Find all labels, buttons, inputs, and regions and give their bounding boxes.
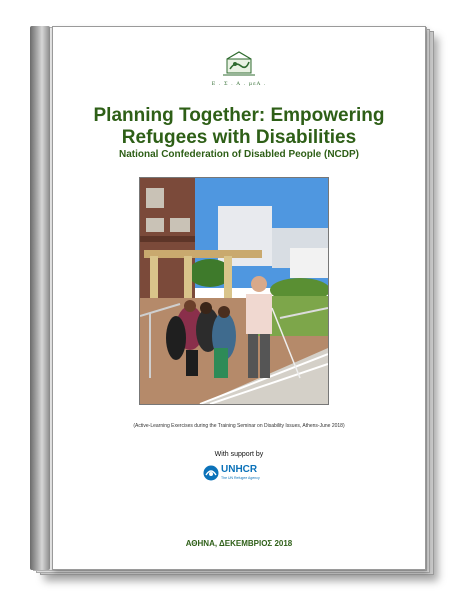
- support-label: With support by: [214, 451, 264, 458]
- photo-caption: (Active-Learning Exercises during the Training Seminar on Disability Issues, Athens-June 2018): [133, 423, 345, 429]
- esamea-logo-icon: [221, 49, 257, 79]
- place-date-footer: ΑΘΗΝΑ, ΔΕΚΕΜΒΡΙΟΣ 2018: [185, 539, 293, 548]
- document-subtitle: National Confederation of Disabled People (NCDP): [118, 149, 360, 160]
- document-title: Planning Together: Empowering Refugees with Disabilities: [93, 105, 385, 148]
- unhcr-tagline: The UN Refugee Agency: [221, 476, 260, 480]
- unhcr-emblem-icon: [203, 465, 219, 481]
- document-cover: [52, 26, 426, 570]
- unhcr-logo: [203, 463, 283, 485]
- binder-spine: [30, 26, 50, 570]
- logo-caption: Ε . Σ . Α . μεΑ .: [211, 81, 267, 87]
- seminar-photo: [139, 177, 329, 405]
- unhcr-name: UNHCR: [221, 464, 258, 475]
